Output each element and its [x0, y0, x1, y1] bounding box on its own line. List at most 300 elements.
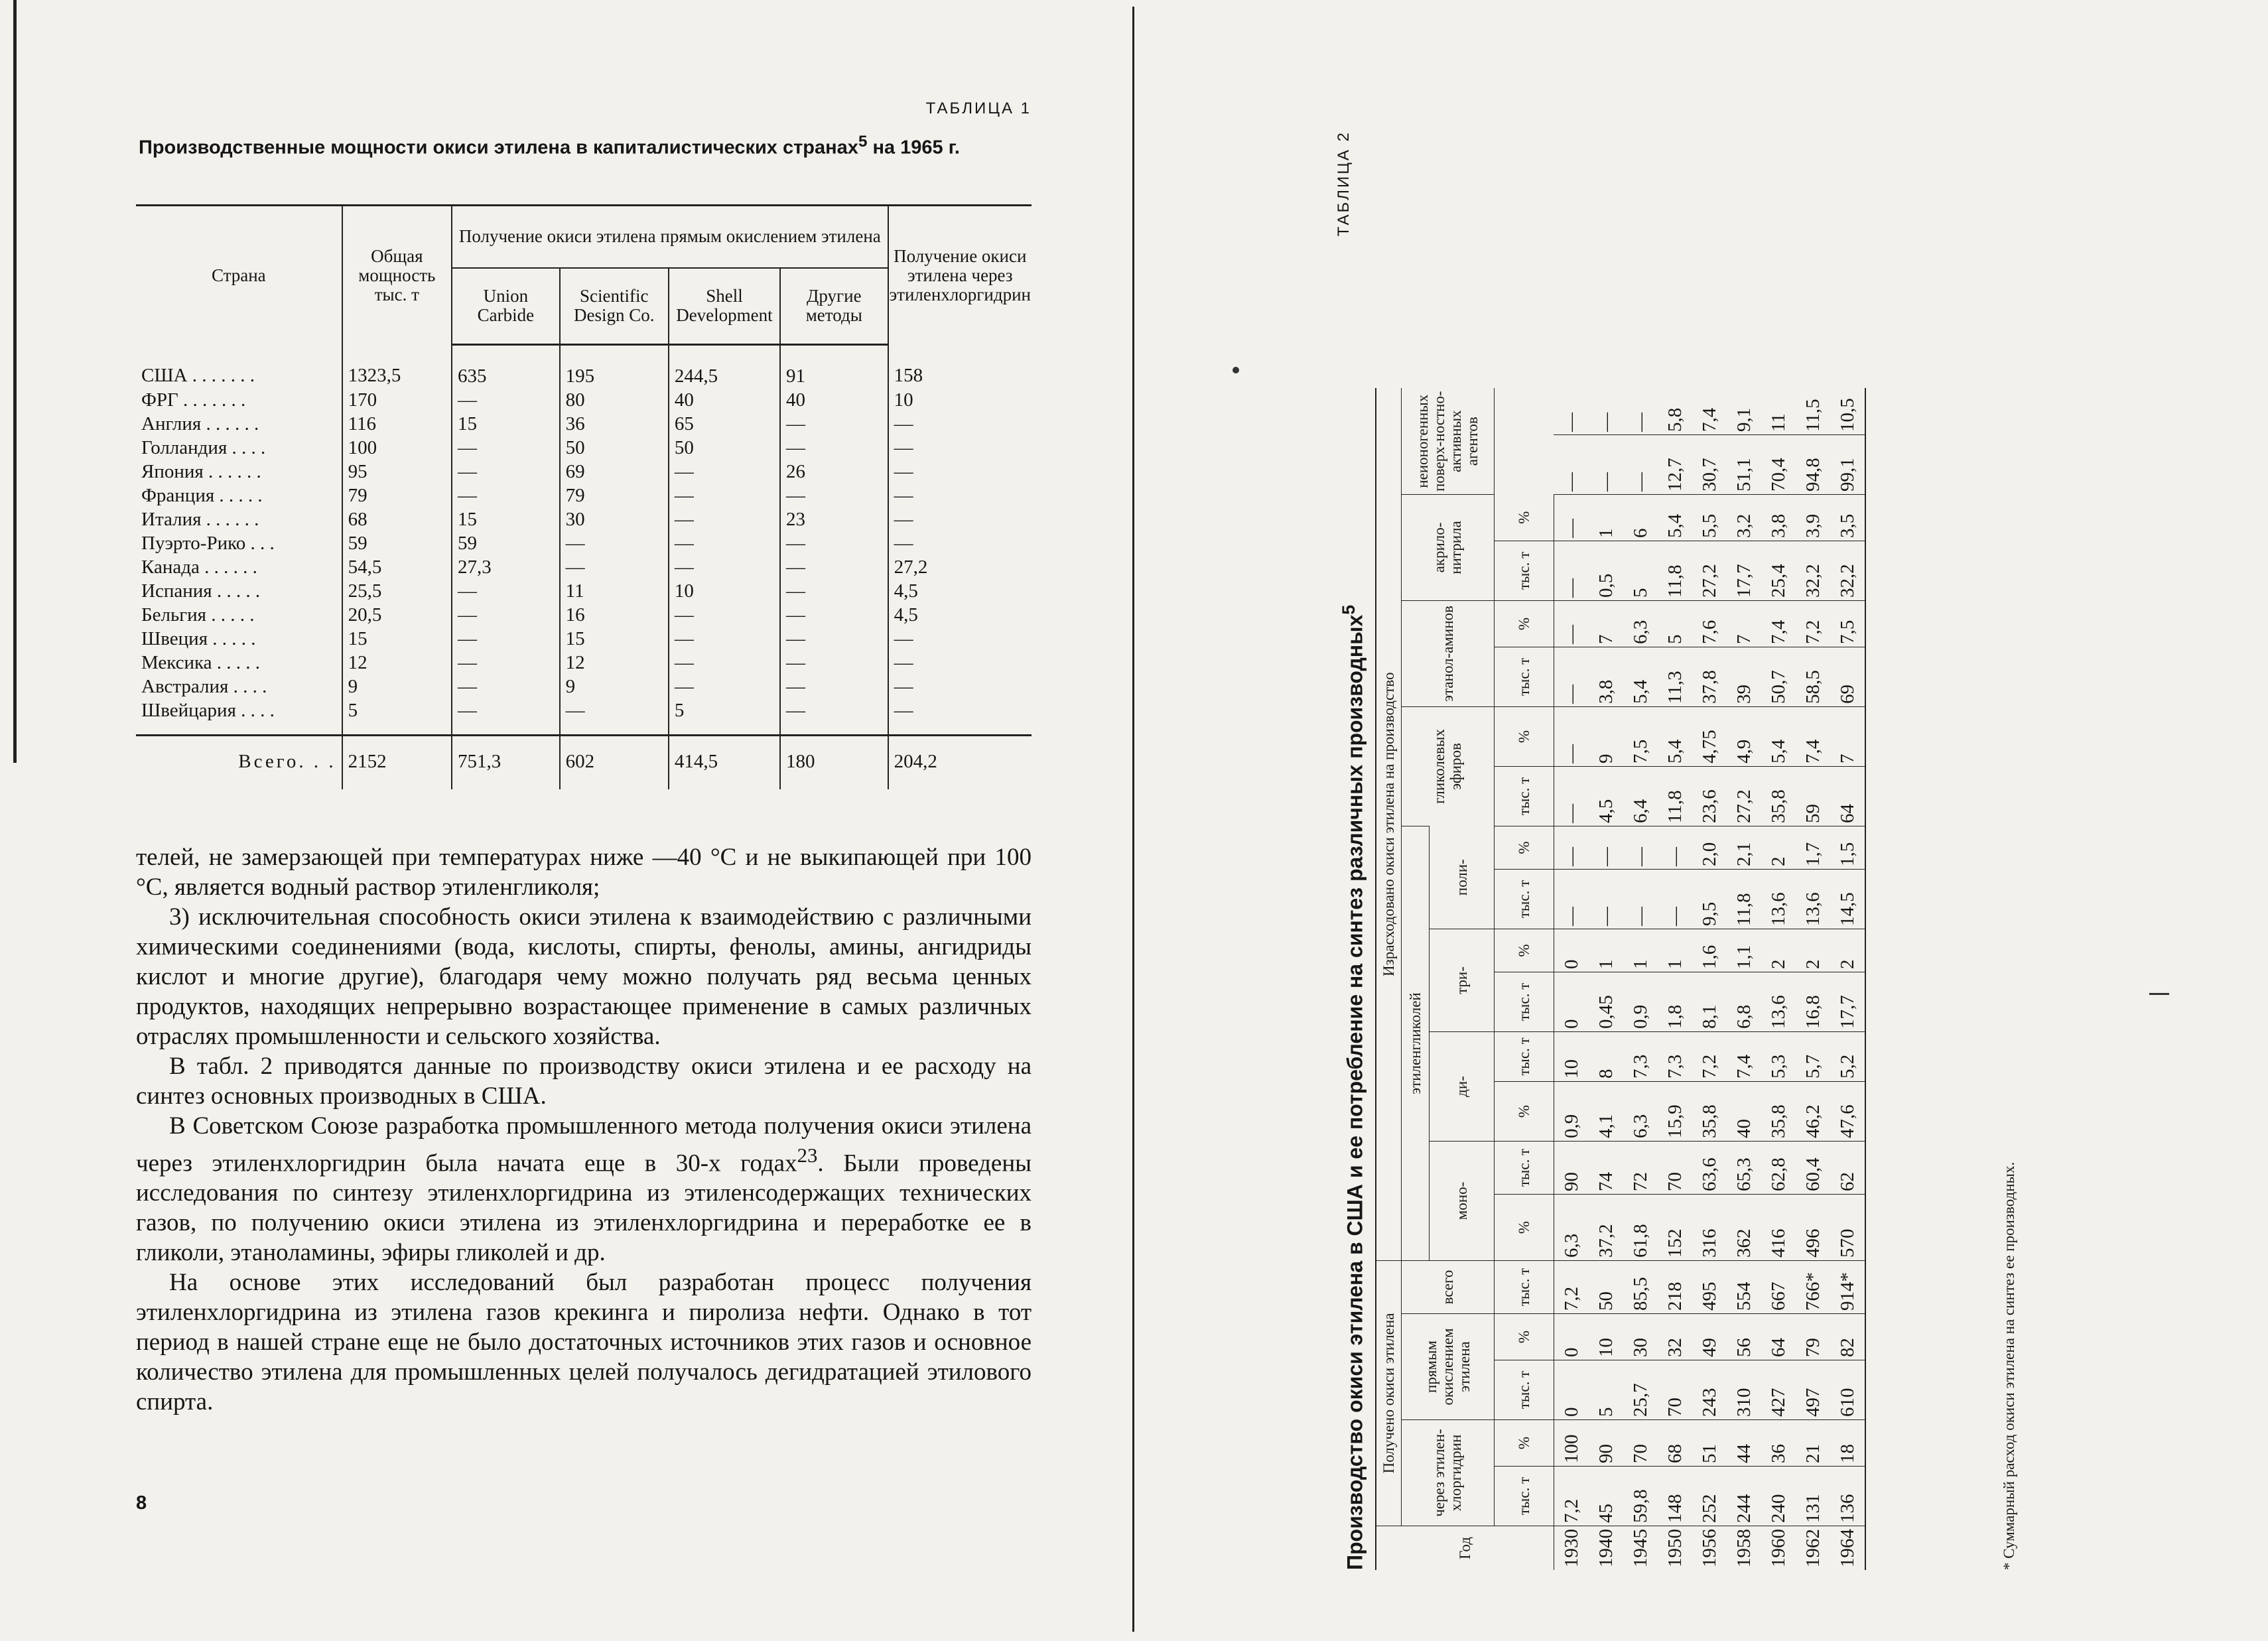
table-cell: 68: [1658, 1420, 1692, 1467]
table-cell: 6: [1623, 495, 1658, 541]
table-cell: —: [780, 579, 888, 603]
table-row: [136, 507, 1032, 531]
table-cell: 10,5: [1830, 389, 1865, 435]
table-cell: 9: [342, 675, 452, 698]
table-cell: 316: [1692, 1195, 1727, 1261]
paragraph: телей, не замерзающей при температурах ниже —40 °С и не выкипающей при 100 °С, является водный раствор этиленгликоля;: [136, 844, 1032, 901]
table-cell: 9,1: [1733, 407, 1755, 432]
percent-header: %: [1494, 1420, 1554, 1467]
table-cell: 27,2: [894, 557, 928, 578]
table-cell: 35,8: [1761, 767, 1796, 826]
table-cell: 17,7: [1830, 972, 1865, 1032]
table-cell: 18: [1830, 1420, 1865, 1467]
table-cell: 90: [1554, 1142, 1589, 1195]
table-cell: 36: [1761, 1420, 1796, 1467]
table-cell: 4,5: [894, 580, 918, 602]
country-cell: Швейцария . . . .: [136, 698, 342, 736]
table-cell: 414,5: [669, 736, 780, 790]
table-cell: 2: [1761, 826, 1796, 870]
table-cell: —: [1554, 826, 1589, 870]
table-row: [136, 698, 1032, 736]
table-cell: 70,4: [1761, 435, 1796, 495]
table-cell: 2: [1830, 929, 1865, 972]
table-cell: —: [780, 675, 888, 698]
table-cell: 82: [1830, 1314, 1865, 1360]
table-row: [136, 675, 1032, 698]
table-cell: 1,5: [1830, 826, 1865, 870]
table-cell: 49: [1692, 1314, 1727, 1360]
year-cell: 1962: [1796, 1526, 1830, 1571]
table-cell: 51,1: [1727, 435, 1761, 495]
percent-header: %: [1494, 1082, 1554, 1142]
table-cell: 5,2: [1830, 1032, 1865, 1082]
left-page: [136, 86, 1032, 1579]
table-cell: —: [780, 603, 888, 627]
table-cell: —: [894, 413, 913, 434]
table2-label: ТАБЛИЦА 2: [1335, 131, 1353, 237]
table-cell: 23: [780, 507, 888, 531]
table-cell: 70: [1658, 1142, 1692, 1195]
table-cell: 79: [1796, 1314, 1830, 1360]
table-cell: —: [1554, 495, 1589, 541]
table-cell: 0: [1554, 972, 1589, 1032]
col-glycol-ethers: гликолевых эфиров: [1401, 707, 1494, 826]
table-cell: —: [1589, 435, 1623, 495]
percent-header: %: [1494, 1195, 1554, 1261]
table-cell: Всего. . .: [136, 736, 342, 790]
table-cell: 25,4: [1761, 541, 1796, 601]
table-cell: 39: [1727, 647, 1761, 707]
table-cell: 90: [1589, 1420, 1623, 1467]
table-row: [1830, 389, 1865, 1571]
table-row: [1692, 389, 1727, 1571]
table-cell: 1: [1623, 929, 1658, 972]
col-ethylene-glycols: этиленгликолей: [1401, 826, 1429, 1261]
table-cell: —: [888, 698, 1032, 736]
col-nonionic-surfactants: неионогенных поверх-ностно-активных агентов: [1401, 389, 1494, 495]
percent-header: %: [1494, 601, 1554, 647]
table-cell: 7,4: [1796, 707, 1830, 767]
unit-header: тыс. т: [1494, 1142, 1554, 1195]
table-cell: 11,3: [1658, 647, 1692, 707]
table-cell: —: [669, 460, 780, 484]
table-cell: 51: [1692, 1420, 1727, 1467]
table-cell: 1,7: [1796, 826, 1830, 870]
table-cell: —: [452, 627, 560, 651]
footnote-ref: 5: [1339, 604, 1359, 615]
table1: [136, 204, 1032, 789]
table-cell: 7,2: [1554, 1261, 1589, 1314]
table-cell: 667: [1761, 1261, 1796, 1314]
table-row: [136, 627, 1032, 651]
table-cell: 32,2: [1830, 541, 1865, 601]
col-ethanolamines: этанол-аминов: [1401, 601, 1494, 707]
table-cell: 11,5: [1802, 399, 1824, 432]
table-cell: —: [452, 675, 560, 698]
table-cell: 496: [1796, 1195, 1830, 1261]
table-cell: 6,3: [1623, 1082, 1658, 1142]
table-cell: 50: [1589, 1261, 1623, 1314]
table1-label: ТАБЛИЦА 1: [925, 99, 1032, 117]
table-cell: 7,2: [1554, 1467, 1589, 1526]
unit-header: тыс. т: [1494, 767, 1554, 826]
unit-header: тыс. т: [1494, 647, 1554, 707]
table-cell: —: [1554, 707, 1589, 767]
table-cell: 310: [1727, 1360, 1761, 1420]
table-cell: —: [669, 675, 780, 698]
table-row: [1796, 389, 1830, 1571]
table-cell: 1,8: [1658, 972, 1692, 1032]
table-cell: —: [1589, 870, 1623, 929]
table-cell: 35,8: [1761, 1082, 1796, 1142]
table-cell: 5,4: [1658, 707, 1692, 767]
table-cell: 64: [1830, 767, 1865, 826]
table-cell: 14,5: [1830, 870, 1865, 929]
table-cell: —: [560, 698, 669, 736]
table-cell: 37,8: [1692, 647, 1727, 707]
unit-header: тыс. т: [1494, 1467, 1554, 1526]
col-direct-oxidation: Получение окиси этилена прямым окислением этилена: [452, 206, 888, 268]
country-cell: Япония . . . . . .: [136, 460, 342, 484]
table-cell: 37,2: [1589, 1195, 1623, 1261]
table2-footnote: * Суммарный расход окиси этилена на синтез ее производных.: [2001, 1161, 2017, 1570]
table-cell: 65: [669, 412, 780, 436]
table-cell: 1,6: [1692, 929, 1727, 972]
table-cell: —: [780, 484, 888, 507]
table-cell: 218: [1658, 1261, 1692, 1314]
table-cell: 602: [560, 736, 669, 790]
table-cell: 2: [1796, 929, 1830, 972]
table-cell: 427: [1761, 1360, 1796, 1420]
table-cell: —: [894, 461, 913, 482]
table-row: [136, 651, 1032, 675]
left-scan-edge: [13, 0, 17, 763]
table-cell: 95: [342, 460, 452, 484]
table-cell: 0,45: [1589, 972, 1623, 1032]
col-shell: Shell Development: [669, 268, 780, 345]
paragraph: В Советском Союзе разработка промышленного метода получения окиси этилена через этиленхлоргидрин была начата еще в 30-х годах$^{23}$. Были проведены исследования по синтезу этиленхлоргидрина из этиленсодержащих технических газов, по получению окиси этилена из этиленхлоргидрина и переработке ее в гликоли, этаноламины, эфиры гликолей и др.: [136, 1112, 1032, 1267]
col-country: Страна: [136, 206, 342, 345]
table-cell: 54,5: [342, 555, 452, 579]
table-cell: 40: [669, 388, 780, 412]
table-cell: —: [894, 628, 913, 649]
table-cell: 25,5: [342, 579, 452, 603]
table-cell: —: [1623, 870, 1658, 929]
table-cell: 244,5: [669, 345, 780, 389]
col-year: Год: [1376, 1526, 1554, 1571]
table-cell: 64: [1761, 1314, 1796, 1360]
table-cell: 69: [560, 460, 669, 484]
table-cell: 7: [1830, 707, 1865, 767]
table-cell: 11,8: [1727, 870, 1761, 929]
table-cell: 416: [1761, 1195, 1796, 1261]
table-cell: 7,2: [1796, 601, 1830, 647]
unit-header: тыс. т: [1494, 870, 1554, 929]
col-mono: моно-: [1429, 1142, 1494, 1261]
table-cell: 30: [1623, 1314, 1658, 1360]
table-cell: 2,1: [1727, 826, 1761, 870]
table-cell: 74: [1589, 1142, 1623, 1195]
table-cell: 79: [560, 484, 669, 507]
percent-header: %: [1494, 929, 1554, 972]
percent-header: %: [1494, 826, 1554, 870]
table-cell: 46,2: [1796, 1082, 1830, 1142]
table-cell: —: [1554, 647, 1589, 707]
table-cell: 5,7: [1796, 1032, 1830, 1082]
table-cell: 7: [1589, 601, 1623, 647]
table-row: [136, 579, 1032, 603]
table-cell: —: [669, 484, 780, 507]
table-cell: —: [560, 555, 669, 579]
table2-body: [1554, 389, 1865, 1571]
table-cell: 40: [780, 388, 888, 412]
table-cell: 1: [1658, 929, 1692, 972]
table-cell: 59: [342, 531, 452, 555]
table2-units-row: [1494, 389, 1554, 1571]
table-cell: 5: [1589, 1360, 1623, 1420]
table-cell: 21: [1796, 1420, 1830, 1467]
table-cell: 10: [894, 389, 913, 411]
table-cell: 94,8: [1796, 435, 1830, 495]
table-cell: —: [1658, 826, 1692, 870]
table-cell: 2: [1761, 929, 1796, 972]
right-page: [1335, 124, 2029, 1570]
table-cell: 4,5: [1589, 767, 1623, 826]
table-row: [136, 555, 1032, 579]
body-text: [136, 842, 1032, 1417]
table-cell: 2,0: [1692, 826, 1727, 870]
gutter-line: [1132, 7, 1134, 1632]
table-cell: 5: [1658, 601, 1692, 647]
table-cell: 30: [560, 507, 669, 531]
table-cell: 766*: [1796, 1261, 1830, 1314]
table-cell: 15: [342, 627, 452, 651]
country-cell: Франция . . . . .: [136, 484, 342, 507]
table-cell: 27,2: [1692, 541, 1727, 601]
table-cell: —: [780, 627, 888, 651]
table-cell: 35,8: [1692, 1082, 1727, 1142]
country-cell: Италия . . . . . .: [136, 507, 342, 531]
table-row: [1727, 389, 1761, 1571]
col-di: ди-: [1429, 1032, 1494, 1142]
table-cell: 2152: [342, 736, 452, 790]
table-cell: 1,1: [1727, 929, 1761, 972]
table-cell: 204,2: [894, 751, 937, 772]
country-cell: Пуэрто-Рико . . .: [136, 531, 342, 555]
table-row: [136, 436, 1032, 460]
table-cell: —: [669, 507, 780, 531]
country-cell: Канада . . . . . .: [136, 555, 342, 579]
table-cell: 16,8: [1796, 972, 1830, 1032]
table-cell: 8: [1589, 1032, 1623, 1082]
col-union-carbide: Union Carbide: [452, 268, 560, 345]
table-cell: 4,9: [1727, 707, 1761, 767]
table-cell: 5,4: [1761, 707, 1796, 767]
table-cell: 9,5: [1692, 870, 1727, 929]
table-cell: —: [1554, 541, 1589, 601]
table-cell: 15,9: [1658, 1082, 1692, 1142]
table-cell: 12: [560, 651, 669, 675]
table-cell: 244: [1727, 1467, 1761, 1526]
table-cell: 10: [1554, 1032, 1589, 1082]
table-cell: —: [669, 651, 780, 675]
table-cell: 570: [1830, 1195, 1865, 1261]
table-cell: 0,9: [1554, 1082, 1589, 1142]
table-cell: 1: [1589, 929, 1623, 972]
table-cell: —: [560, 531, 669, 555]
col-via-chlorohydrin: через этилен-хлоргидрин: [1401, 1420, 1494, 1526]
table-cell: 10: [1589, 1314, 1623, 1360]
table-cell: 56: [1727, 1314, 1761, 1360]
table-cell: 7,4: [1761, 601, 1796, 647]
table-cell: 4,1: [1589, 1082, 1623, 1142]
table-cell: —: [1623, 826, 1658, 870]
table-row: [136, 388, 1032, 412]
table-cell: 1323,5: [342, 345, 452, 389]
table-cell: 12,7: [1658, 435, 1692, 495]
table-cell: —: [669, 531, 780, 555]
table-cell: 148: [1658, 1467, 1692, 1526]
table-cell: —: [1595, 413, 1617, 432]
table-cell: —: [669, 555, 780, 579]
scan-speck: [1233, 367, 1239, 373]
table-row: [136, 531, 1032, 555]
unit-header: тыс. т: [1494, 1261, 1554, 1314]
table-cell: —: [1589, 826, 1623, 870]
table-row: [1589, 389, 1623, 1571]
year-cell: 1964: [1830, 1526, 1865, 1571]
table-cell: 362: [1727, 1195, 1761, 1261]
table-cell: 100: [1554, 1420, 1589, 1467]
table-cell: 50,7: [1761, 647, 1796, 707]
table-cell: 3,9: [1796, 495, 1830, 541]
table-cell: 4,5: [894, 604, 918, 625]
table-cell: 69: [1830, 647, 1865, 707]
table-cell: 85,5: [1623, 1261, 1658, 1314]
table-cell: 914*: [1830, 1261, 1865, 1314]
table-cell: 4,75: [1692, 707, 1727, 767]
unit-header: тыс. т: [1494, 972, 1554, 1032]
table-cell: 15: [452, 412, 560, 436]
year-cell: 1940: [1589, 1526, 1623, 1571]
table2: [1375, 389, 1866, 1571]
year-cell: 1960: [1761, 1526, 1796, 1571]
table-cell: 6,4: [1623, 767, 1658, 826]
table-cell: 26: [780, 460, 888, 484]
table-cell: 70: [1658, 1360, 1692, 1420]
table-cell: 5,5: [1692, 495, 1727, 541]
table-cell: 50: [669, 436, 780, 460]
table-cell: 7,6: [1692, 601, 1727, 647]
percent-header: %: [1494, 495, 1554, 541]
table-cell: 0,5: [1589, 541, 1623, 601]
table-cell: —: [780, 651, 888, 675]
table-cell: —: [894, 509, 913, 530]
table-cell: 252: [1692, 1467, 1727, 1526]
table-cell: 0: [1554, 929, 1589, 972]
country-cell: Швеция . . . . .: [136, 627, 342, 651]
col-total: Общая мощность тыс. т: [342, 206, 452, 345]
table-cell: 7,2: [1692, 1032, 1727, 1082]
table-cell: 12: [342, 651, 452, 675]
table-cell: 11,8: [1658, 541, 1692, 601]
table-cell: 100: [342, 436, 452, 460]
table-cell: 70: [1623, 1420, 1658, 1467]
table-cell: 68: [342, 507, 452, 531]
table-cell: 11: [1767, 413, 1789, 432]
table-cell: 7,3: [1658, 1032, 1692, 1082]
table-cell: 15: [452, 507, 560, 531]
table-cell: —: [452, 388, 560, 412]
table-cell: —: [1560, 413, 1582, 432]
table-cell: 32,2: [1796, 541, 1830, 601]
table-cell: —: [1554, 435, 1589, 495]
table-row: [136, 345, 1032, 389]
table-cell: —: [894, 533, 913, 554]
table-cell: 15: [560, 627, 669, 651]
country-cell: Испания . . . . .: [136, 579, 342, 603]
col-tri: три-: [1429, 929, 1494, 1032]
table-cell: 131: [1796, 1467, 1830, 1526]
table-cell: —: [780, 436, 888, 460]
table-cell: 65,3: [1727, 1142, 1761, 1195]
country-cell: Голландия . . . .: [136, 436, 342, 460]
year-cell: 1956: [1692, 1526, 1727, 1571]
table-cell: 80: [560, 388, 669, 412]
table-cell: 3,5: [1830, 495, 1865, 541]
table-row: [1554, 389, 1589, 1571]
table-cell: 6,3: [1623, 601, 1658, 647]
table-cell: —: [780, 698, 888, 736]
table-cell: 58,5: [1796, 647, 1830, 707]
table-cell: —: [669, 603, 780, 627]
table-cell: 170: [342, 388, 452, 412]
table-cell: 5: [1623, 541, 1658, 601]
table-cell: 45: [1589, 1467, 1623, 1526]
table-cell: —: [1554, 870, 1589, 929]
table-cell: —: [894, 652, 913, 673]
country-cell: США . . . . . . .: [136, 345, 342, 389]
table-cell: 635: [452, 345, 560, 389]
table-cell: 99,1: [1830, 435, 1865, 495]
table-cell: 9: [560, 675, 669, 698]
table-cell: 3,2: [1727, 495, 1761, 541]
table1-total-row: [136, 736, 1032, 790]
scan-speck: [2149, 993, 2169, 995]
year-cell: 1930: [1554, 1526, 1589, 1571]
table-cell: 13,6: [1796, 870, 1830, 929]
table-cell: —: [1629, 413, 1651, 432]
table-row: [136, 603, 1032, 627]
table-cell: 25,7: [1623, 1360, 1658, 1420]
footnote-ref: 23: [797, 1144, 818, 1167]
table-cell: —: [452, 698, 560, 736]
table-cell: 47,6: [1830, 1082, 1865, 1142]
table-row: [136, 412, 1032, 436]
table-cell: 13,6: [1761, 972, 1796, 1032]
table-cell: 495: [1692, 1261, 1727, 1314]
table2-title: Производство окиси этилена в США и ее потребление на синтез различных производных$^5$: [1339, 604, 1367, 1570]
table-cell: 9: [1589, 707, 1623, 767]
table-cell: —: [1554, 767, 1589, 826]
table1-title: Производственные мощности окиси этилена в капиталистических странах$^5$ на 1965 г.: [139, 133, 960, 159]
table-cell: 20,5: [342, 603, 452, 627]
table-cell: —: [780, 531, 888, 555]
paragraph: В табл. 2 приводятся данные по производству окиси этилена и ее расходу на синтез основных производных в США.: [136, 1053, 1032, 1110]
col-other: Другие методы: [780, 268, 888, 345]
country-cell: Австралия . . . .: [136, 675, 342, 698]
table-cell: 5,3: [1761, 1032, 1796, 1082]
